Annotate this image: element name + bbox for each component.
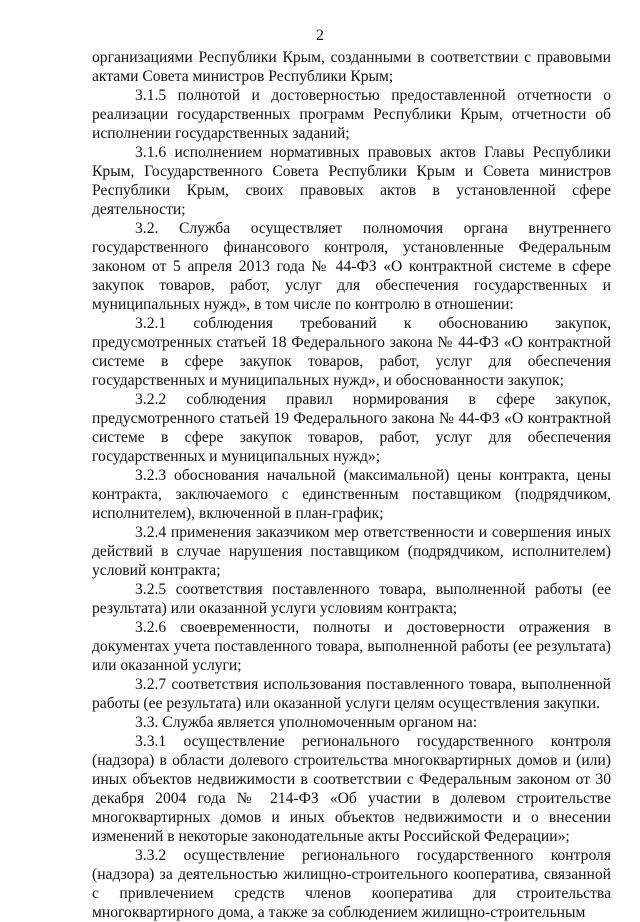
- paragraph-3-3-2: 3.3.2 осуществление регионального государственного контроля (надзора) за деятельностью жилищно-строительного кооператива, связанной с привлечением средств членов кооператива для строительства многоквартирного дома, а также за соблюдением жилищно-строительным: [92, 847, 611, 921]
- paragraph-3-2-1: 3.2.1 соблюдения требований к обоснованию закупок, предусмотренных статьей 18 Федерального закона № 44-ФЗ «О контрактной системе в сфере закупок товаров, работ, услуг для обеспечения государственных и муниципальных нужд», и обоснованности закупок;: [92, 315, 611, 389]
- paragraph-continuation: организациями Республики Крым, созданными в соответствии с правовыми актами Совета министров Республики Крым;: [92, 49, 611, 85]
- paragraph-3-2-5: 3.2.5 соответствия поставленного товара, выполненной работы (ее результата) или оказанной услуги условиям контракта;: [92, 581, 611, 617]
- paragraph-3-1-5: 3.1.5 полнотой и достоверностью предоставленной отчетности о реализации государственных программ Республики Крым, отчетности об исполнении государственных заданий;: [92, 87, 611, 142]
- paragraph-3-2: 3.2. Служба осуществляет полномочия органа внутреннего государственного финансового контроля, установленные Федеральным законом от 5 апреля 2013 года № 44-ФЗ «О контрактной системе в сфере закупок товаров, работ, услуг для обеспечения государственных и муниципальных нужд», в том числе по контролю в отношении:: [92, 220, 611, 313]
- document-body: [92, 48, 611, 922]
- paragraph-3-2-3: 3.2.3 обоснования начальной (максимальной) цены контракта, цены контракта, заключаемого с единственным поставщиком (подрядчиком, исполнителем), включенной в план-график;: [92, 467, 611, 522]
- paragraph-3-2-2: 3.2.2 соблюдения правил нормирования в сфере закупок, предусмотренного статьей 19 Федерального закона № 44-ФЗ «О контрактной системе в сфере закупок товаров, работ, услуг для обеспечения государственных и муниципальных нужд»;: [92, 391, 611, 465]
- paragraph-3-2-7: 3.2.7 соответствия использования поставленного товара, выполненной работы (ее результата) или оказанной услуги целям осуществления закупки.: [92, 676, 611, 712]
- paragraph-3-3-1: 3.3.1 осуществление регионального государственного контроля (надзора) в области долевого строительства многоквартирных домов и (или) иных объектов недвижимости в соответствии с Федеральным законом от 30 декабря 2004 года № 214-ФЗ «Об участии в долевом строительстве многоквартирных домов и иных объектов недвижимости и о внесении изменений в некоторые законодательные акты Российской Федерации»;: [92, 733, 611, 845]
- paragraph-3-2-6: 3.2.6 своевременности, полноты и достоверности отражения в документах учета поставленного товара, выполненной работы (ее результата) или оказанной услуги;: [92, 619, 611, 674]
- page-number: 2: [316, 27, 324, 44]
- paragraph-3-3: 3.3. Служба является уполномоченным органом на:: [135, 714, 478, 731]
- paragraph-3-1-6: 3.1.6 исполнением нормативных правовых актов Главы Республики Крым, Государственного Совета Республики Крым и Совета министров Республики Крым, своих правовых актов в установленной сфере деятельности;: [92, 144, 611, 218]
- paragraph-3-2-4: 3.2.4 применения заказчиком мер ответственности и совершения иных действий в случае нарушения поставщиком (подрядчиком, исполнителем) условий контракта;: [92, 524, 611, 579]
